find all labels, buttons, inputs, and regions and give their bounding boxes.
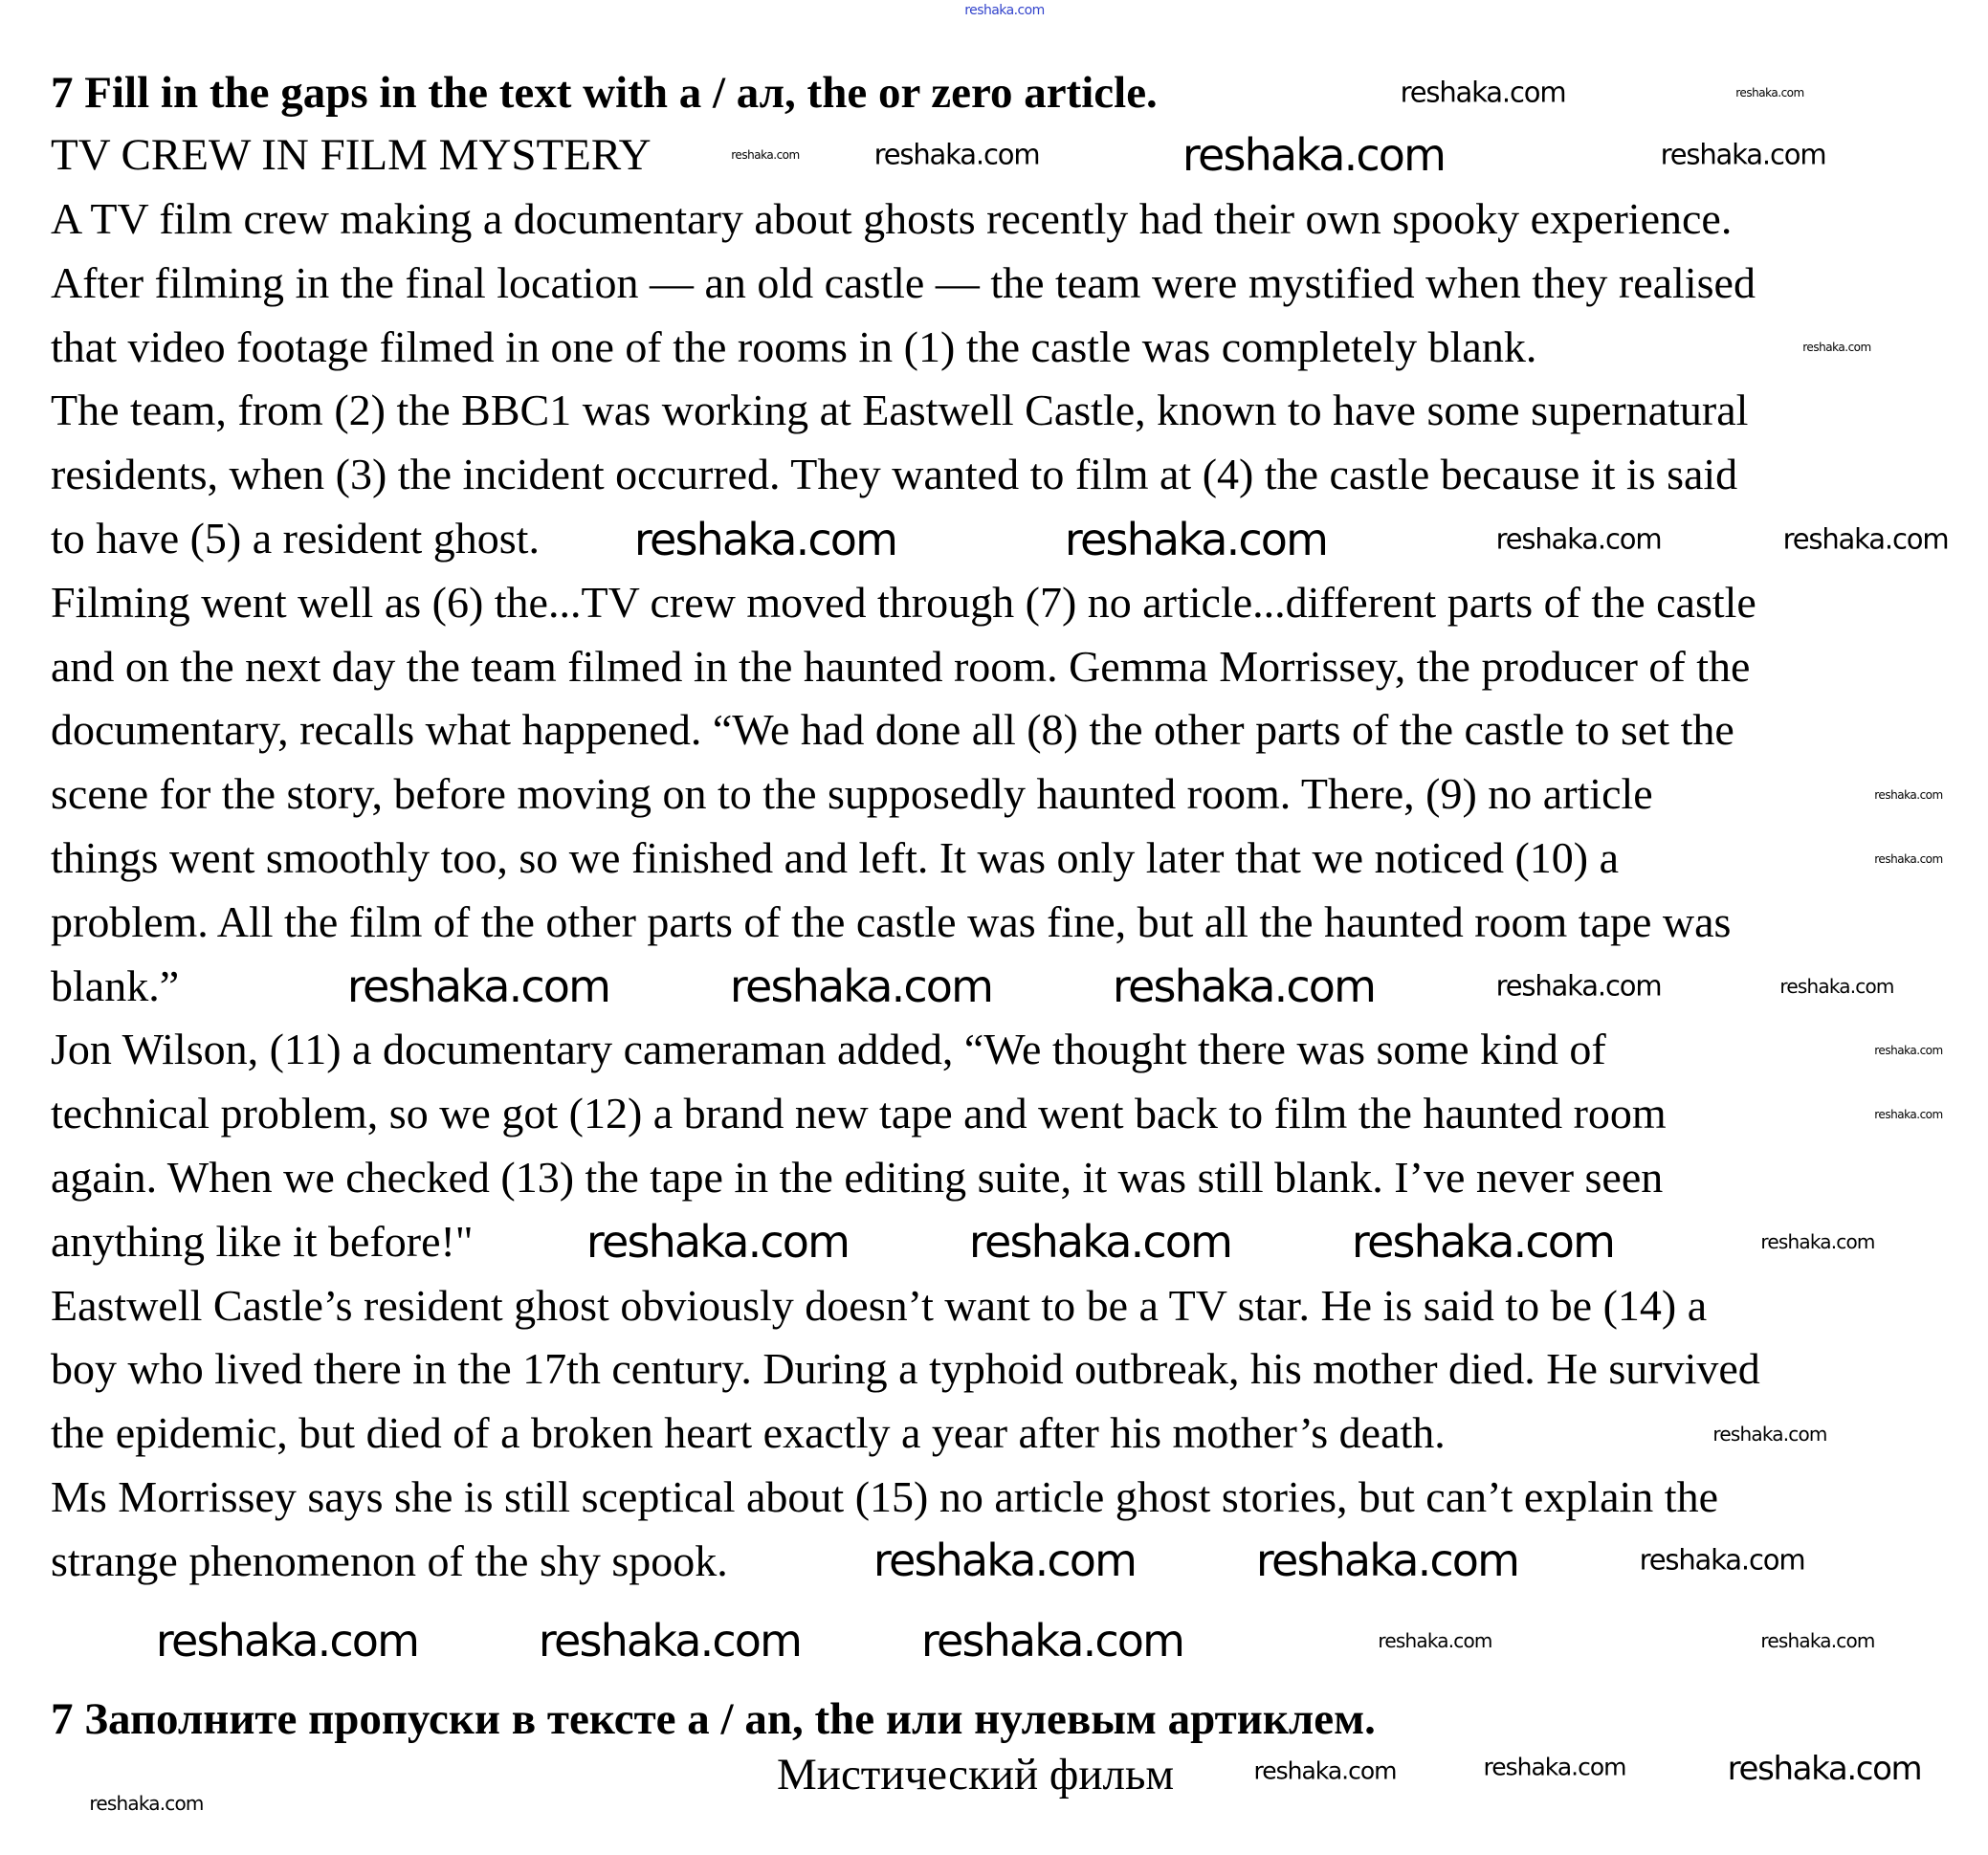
text-line: again. When we checked (13) the tape in the editing suite, it was still blank. I’ve never seen <box>51 1152 1664 1202</box>
text-line: anything like it before!" <box>51 1216 474 1266</box>
watermark: reshaka.com <box>1735 86 1804 99</box>
watermark: reshaka.com <box>1874 852 1943 866</box>
watermark: reshaka.com <box>1112 961 1376 1012</box>
text-line: the epidemic, but died of a broken heart exactly a year after his mother’s death. <box>51 1408 1446 1458</box>
text-line: Filming went well as (6) the...TV crew moved through (7) no article...different parts of the castle <box>51 577 1756 627</box>
watermark: reshaka.com <box>155 1615 419 1667</box>
watermark: reshaka.com <box>1253 1756 1397 1785</box>
translation-title: 7 Заполните пропуски в тексте a / an, the или нулевым артиклем. <box>51 1694 1376 1744</box>
article-heading: TV CREW IN FILM MYSTERY <box>51 130 652 180</box>
watermark: reshaka.com <box>1727 1750 1922 1788</box>
text-line: The team, from (2) the BBC1 was working at Eastwell Castle, known to have some supernatural <box>51 386 1749 435</box>
watermark: reshaka.com <box>731 148 800 162</box>
watermark-link[interactable]: reshaka.com <box>964 3 1045 18</box>
watermark: reshaka.com <box>729 961 993 1012</box>
watermark: reshaka.com <box>1378 1629 1492 1652</box>
exercise-title: 7 Fill in the gaps in the text with a / ал, the or zero article. <box>51 68 1158 118</box>
text-line: blank.” <box>51 961 180 1010</box>
text-line: and on the next day the team filmed in the haunted room. Gemma Morrissey, the producer of the <box>51 641 1751 691</box>
text-line: that video footage filmed in one of the rooms in (1) the castle was completely blank. <box>51 321 1537 371</box>
watermark: reshaka.com <box>873 138 1040 171</box>
text-line: boy who lived there in the 17th century. During a typhoid outbreak, his mother died. He survived <box>51 1344 1760 1394</box>
watermark: reshaka.com <box>1802 341 1871 354</box>
watermark: reshaka.com <box>1779 975 1894 998</box>
watermark: reshaka.com <box>1400 76 1566 109</box>
text-line: scene for the story, before moving on to the supposedly haunted room. There, (9) no article <box>51 769 1653 819</box>
watermark: reshaka.com <box>1874 1044 1943 1057</box>
watermark: reshaka.com <box>1760 1629 1875 1652</box>
watermark: reshaka.com <box>1874 1108 1943 1121</box>
text-line: residents, when (3) the incident occurred. They wanted to film at (4) the castle because it is said <box>51 450 1738 499</box>
watermark: reshaka.com <box>1874 788 1943 802</box>
watermark: reshaka.com <box>1782 522 1949 556</box>
watermark: reshaka.com <box>920 1615 1184 1667</box>
watermark: reshaka.com <box>585 1216 850 1268</box>
watermark: reshaka.com <box>1483 1753 1626 1781</box>
text-line: strange phenomenon of the shy spook. <box>51 1535 728 1585</box>
text-line: Eastwell Castle’s resident ghost obviously doesn’t want to be a TV star. He is said to be (14) a <box>51 1280 1708 1330</box>
text-line: things went smoothly too, so we finished and left. It was only later that we noticed (10) a <box>51 832 1620 882</box>
text-line: documentary, recalls what happened. “We had done all (8) the other parts of the castle to set the <box>51 705 1734 755</box>
text-line: Ms Morrissey says she is still sceptical about (15) no article ghost stories, but can’t explain the <box>51 1471 1718 1521</box>
watermark: reshaka.com <box>1064 514 1328 565</box>
watermark: reshaka.com <box>968 1216 1232 1268</box>
watermark: reshaka.com <box>1495 969 1662 1003</box>
text-line: technical problem, so we got (12) a brand new tape and went back to film the haunted room <box>51 1089 1667 1138</box>
watermark: reshaka.com <box>1255 1535 1519 1586</box>
watermark: reshaka.com <box>1351 1216 1615 1268</box>
watermark: reshaka.com <box>633 514 897 565</box>
watermark: reshaka.com <box>1712 1423 1827 1446</box>
text-line: Jon Wilson, (11) a documentary cameraman added, “We thought there was some kind of <box>51 1025 1606 1074</box>
watermark: reshaka.com <box>1495 522 1662 556</box>
watermark: reshaka.com <box>1182 129 1446 181</box>
watermark: reshaka.com <box>873 1535 1137 1586</box>
watermark: reshaka.com <box>346 961 610 1012</box>
watermark: reshaka.com <box>1639 1543 1805 1577</box>
text-line: to have (5) a resident ghost. <box>51 513 540 563</box>
article-body <box>51 188 1760 1594</box>
text-line: problem. All the film of the other parts of the castle was fine, but all the haunted room tape was <box>51 896 1732 946</box>
text-line: After filming in the final location — an old castle — the team were mystified when they realised <box>51 257 1756 307</box>
translation-heading: Мистический фильм <box>777 1750 1175 1800</box>
watermark: reshaka.com <box>89 1792 204 1815</box>
watermark: reshaka.com <box>538 1615 802 1667</box>
text-line: A TV film crew making a documentary about ghosts recently had their own spooky experience. <box>51 194 1733 243</box>
watermark: reshaka.com <box>1760 1230 1875 1253</box>
watermark: reshaka.com <box>1660 138 1826 171</box>
